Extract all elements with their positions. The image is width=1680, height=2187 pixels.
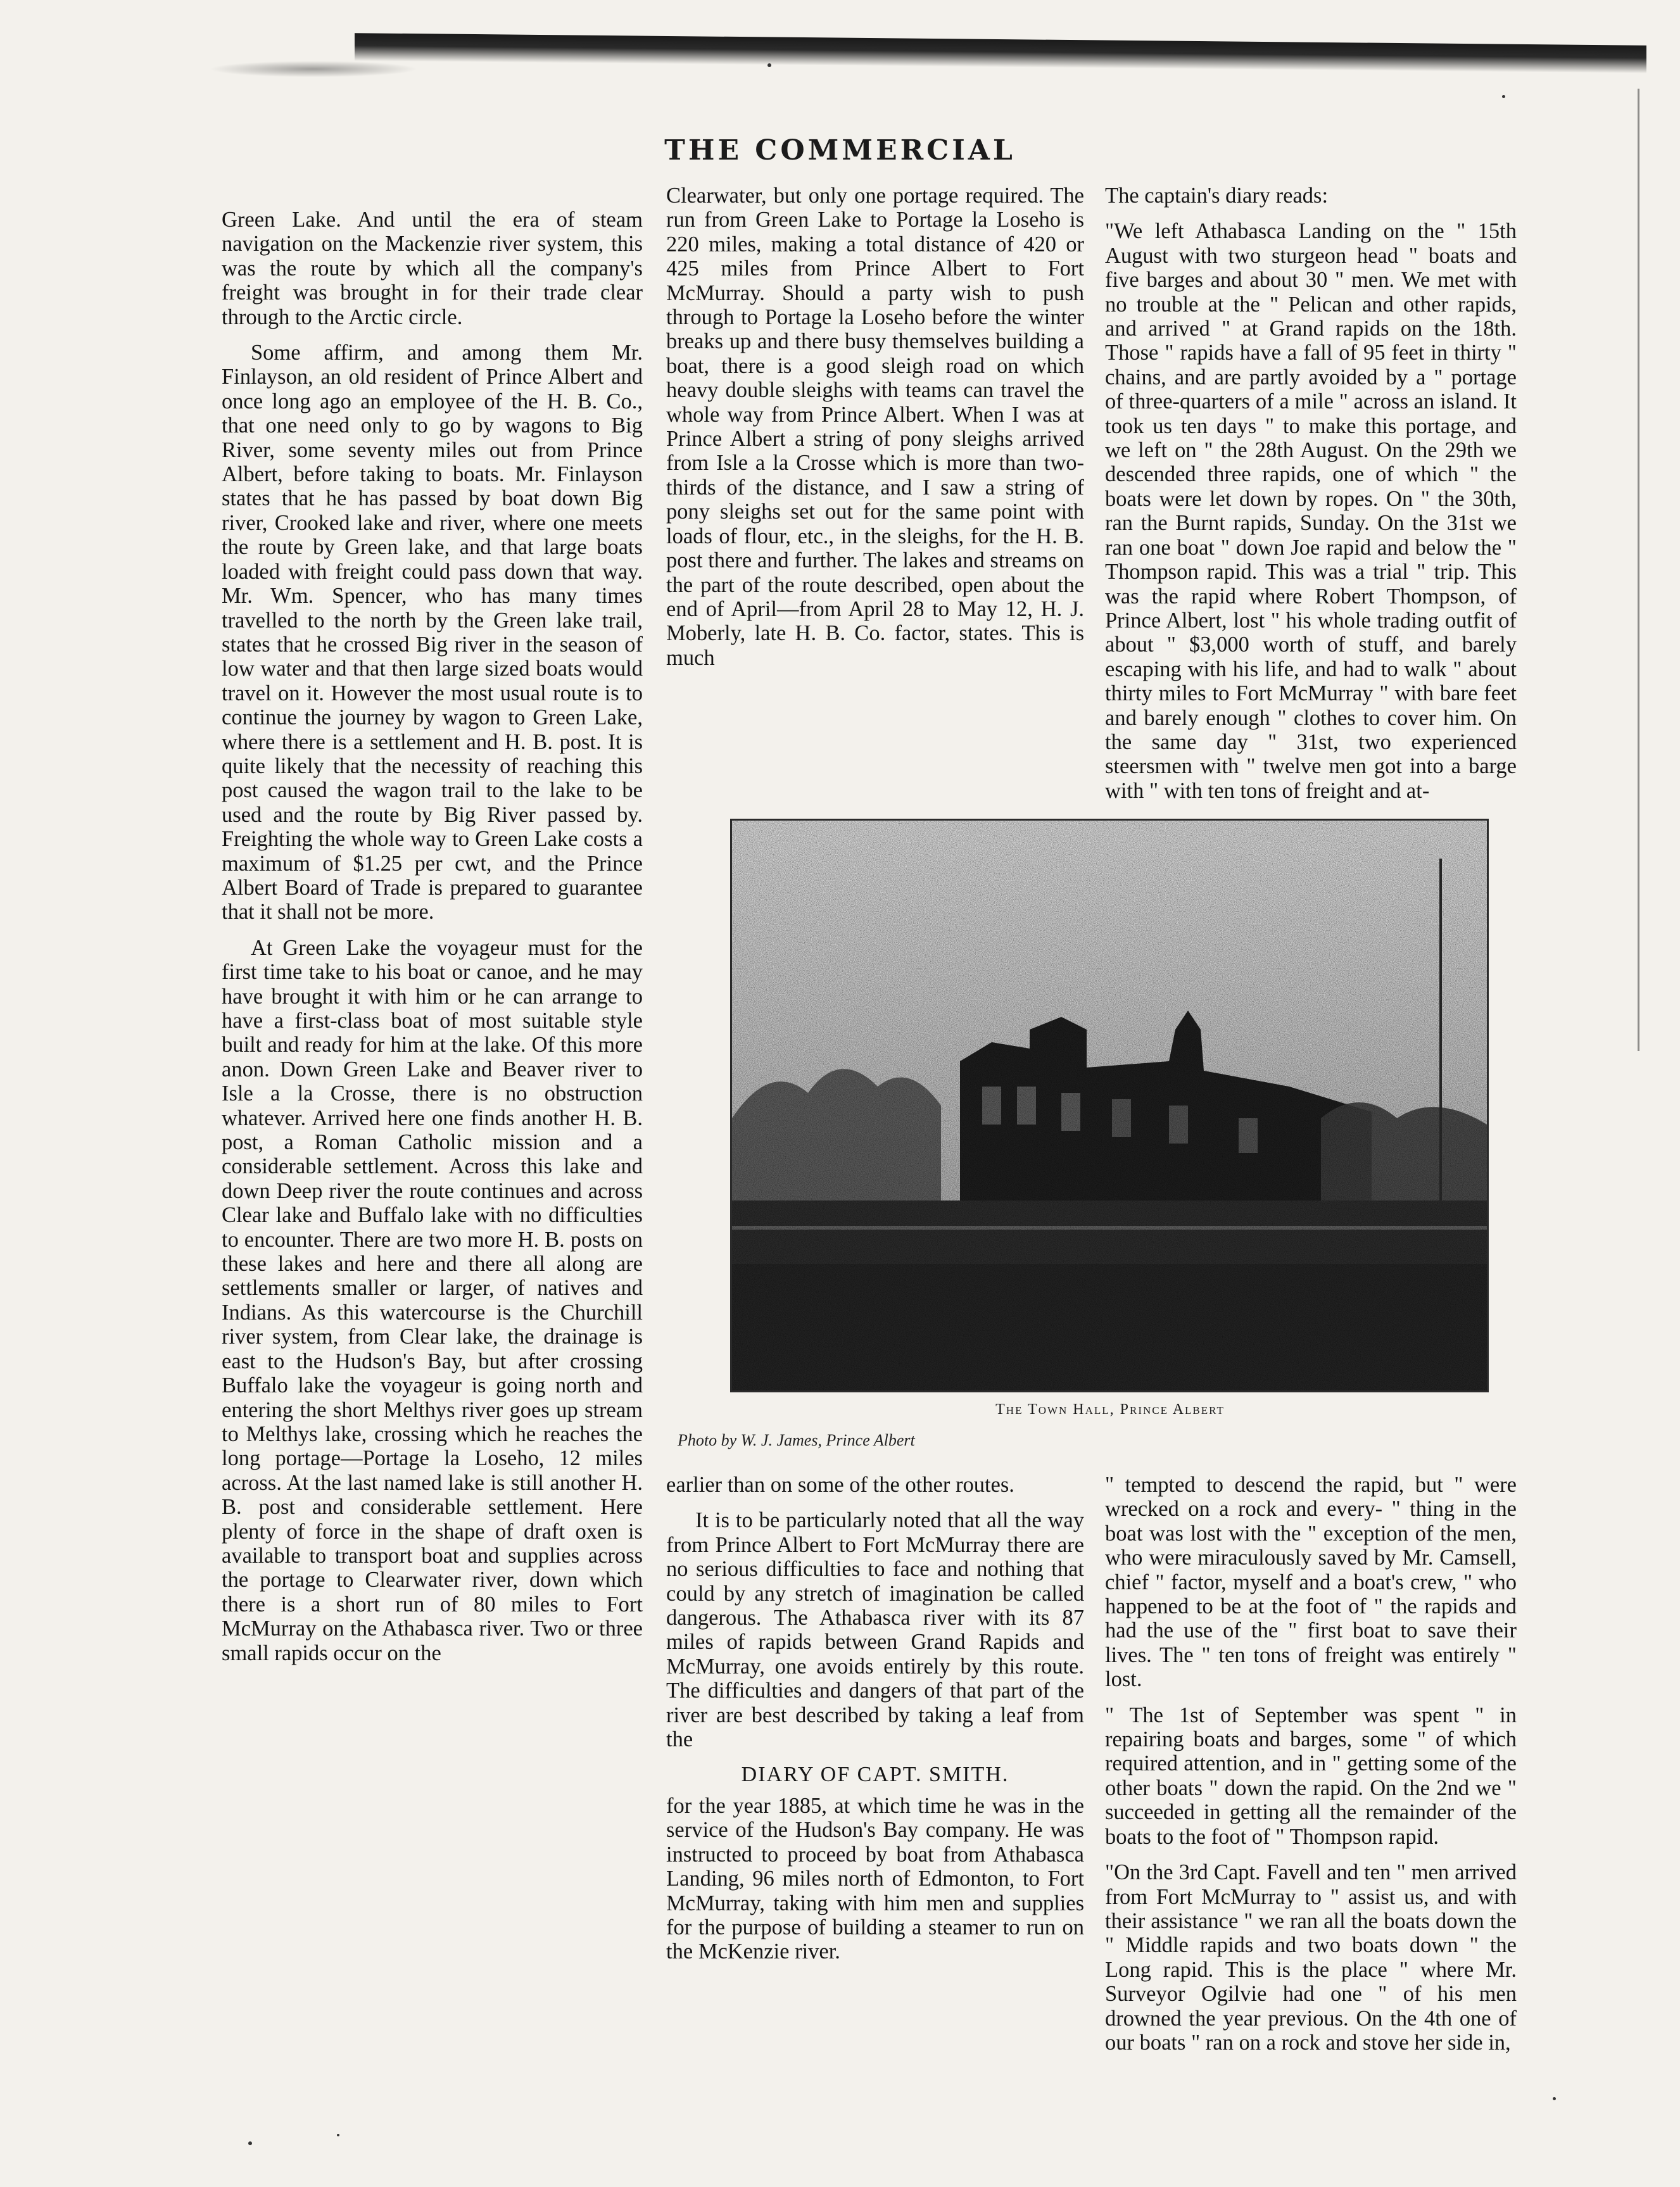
article-column-3-top	[1105, 184, 1517, 814]
article-column-2-top	[666, 184, 1084, 681]
paragraph: for the year 1885, at which time he was in the service of the Hudson's Bay company. He was instructed to proceed by boat from Athabasca Landing, 96 miles north of Edmonton, to Fort McMurray, taking with him men and supplies for the purpose of building a steamer to run on the McKenzie river.	[666, 1793, 1084, 1964]
diary-quote: "On the 3rd Capt. Favell and ten " men arrived from Fort McMurray to " assist us, and with their assistance " we ran all the boats down the " Middle rapids and two boats down " the Long rapid. This is the place " where Mr. Surveyor Ogilvie had one " of his men drowned the year previous. On the 4th one of our boats " ran on a rock and stove her side in,	[1105, 1860, 1517, 2055]
photo-credit: Photo by W. J. James, Prince Albert	[678, 1431, 915, 1449]
paragraph: Some affirm, and among them Mr. Finlayson, an old resident of Prince Albert and once long ago an employee of the H. B. Co., that one need only to go by wagons to Big River, some seventy miles out from Prince Albert, before taking to boats. Mr. Finlayson states that he has passed by boat down Big river, Crooked lake and river, where one meets the route by Green lake, and that large boats loaded with freight could pass down that way. Mr. Wm. Spencer, who has many times travelled to the north by the Green lake trail, states that he crossed Big river in the season of low water and that then large sized boats would travel on it. However the most usual route is to continue the journey by wagon to Green Lake, where there is a settlement and H. B. post. It is quite likely that the necessity of reaching this post caused the wagon trail to the lake to be used and the route by Big River passed by. Freighting the whole way to Green Lake costs a maximum of $1.25 per cwt, and the Prince Albert Board of Trade is prepared to guarantee that it shall not be more.	[222, 341, 643, 924]
scan-shadow-band	[355, 33, 1646, 73]
section-heading: DIARY OF CAPT. SMITH.	[741, 1763, 1009, 1787]
paragraph: At Green Lake the voyageur must for the first time take to his boat or canoe, and he may have brought it with him or he can arrange to have a first-class boat of most suitable style built and ready for him at the lake. Of this more anon. Down Green Lake and Beaver river to Isle a la Crosse, there is no obstruction whatever. Arrived here one finds another H. B. post, a Roman Catholic mission and a considerable settlement. Across this lake and down Deep river the route continues and across Clear lake and Buffalo lake with no difficulties to encounter. There are two more H. B. posts on these lakes and here and there all along are settlements smaller or larger, of natives and Indians. As this watercourse is the Churchill river system, from Clear lake, the drainage is east to the Hudson's Bay, but after crossing Buffalo lake the voyageur is going north and entering the short Melthys river goes up stream to Melthys lake, crossing which he reaches the long portage—Portage la Loseho, 12 miles across. At the last named lake is still another H. B. post and considerable settlement. Here plenty of force in the shape of draft oxen is available to transport boat and supplies across the portage to Clearwater river, down which there is a short run of 80 miles to Fort McMurray on the Athabasca river. Two or three small rapids occur on the	[222, 935, 643, 1665]
paragraph: Clearwater, but only one portage required. The run from Green Lake to Portage la Loseho is 220 miles, making a total distance of 420 or 425 miles from Prince Albert to Fort McMurray. Should a party wish to push through to Portage la Loseho before the winter breaks up and there busy themselves building a boat, there is a good sleigh road on which heavy double sleighs with teams can travel the whole way from Prince Albert. When I was at Prince Albert a string of pony sleighs arrived from Isle a la Crosse which is more than two-thirds of the distance, and I saw a string of pony sleighs set out for the same point with loads of flour, etc., in the sleighs, for the H. B. post there and further. The lakes and streams on the part of the route described, open about the end of April—from April 28 to May 12, H. J. Moberly, late H. B. Co. factor, states. This is much	[666, 184, 1084, 670]
town-hall-photo	[730, 819, 1489, 1392]
paragraph: earlier than on some of the other routes.	[666, 1473, 1014, 1497]
article-column-3-bottom	[1105, 1473, 1517, 2066]
paragraph: It is to be particularly noted that all the way from Prince Albert to Fort McMurray there are no serious difficulties to face and nothing that could by any stretch of imagination be called dangerous. The Athabasca river with its 87 miles of rapids between Grand Rapids and McMurray, one avoids entirely by this route. The difficulties and dangers of that part of the river are best described by taking a leaf from the	[666, 1508, 1084, 1752]
scan-speck	[1502, 95, 1505, 98]
scan-speck	[248, 2141, 252, 2145]
scan-margin-line	[1638, 89, 1639, 1051]
paragraph: The captain's diary reads:	[1105, 184, 1329, 208]
scan-speck	[1553, 2097, 1556, 2100]
page-title: THE COMMERCIAL	[664, 134, 1016, 167]
scan-speck	[337, 2134, 339, 2136]
scan-shadow-fade	[209, 61, 418, 77]
diary-quote: " tempted to descend the rapid, but " were wrecked on a rock and every- " thing in the boat was lost with the " exception of the men, who were miraculously saved by Mr. Camsell, chief " factor, myself and a boat's crew, " who happened to be at the foot of " the rapids and had the use of the " first boat to save their lives. The " ten tons of freight was entirely " lost.	[1105, 1473, 1517, 1692]
article-column-1	[222, 208, 643, 1677]
scan-speck	[767, 63, 771, 67]
photo-caption: The Town Hall, Prince Albert	[995, 1401, 1225, 1418]
paragraph: Green Lake. And until the era of steam navigation on the Mackenzie river system, this was the route by which all the company's freight was brought in for their trade clear through to the Arctic circle.	[222, 208, 643, 329]
diary-quote: "We left Athabasca Landing on the " 15th August with two sturgeon head " boats and five barges and about 30 " men. We met with no trouble at the " Pelican and other rapids, and arrived " at Grand rapids on the 18th. Those " rapids have a fall of 95 feet in thirty " chains, and are partly avoided by a " portage of three-quarters of a mile " across an island. It took us ten days " to make this portage, and we left on " the 28th August. On the 29th we descended three rapids, one of which " the boats were let down by ropes. On " the 30th, ran the Burnt rapids, Sunday. On the 31st we ran one boat " down Joe rapid and below the " Thompson rapid. This was a trial " trip. This was the rapid where Robert Thompson, of Prince Albert, lost " his whole trading outfit of about " $3,000 worth of stuff, and barely escaping with his life, and had to walk " about thirty miles to Fort McMurray " with bare feet and barely enough " clothes to cover him. On the same day " 31st, two experienced steersmen with " twelve men got into a barge with " with ten tons of freight and at-	[1105, 219, 1517, 803]
article-column-2-bottom	[666, 1473, 1084, 1976]
diary-quote: " The 1st of September was spent " in repairing boats and barges, some " of which required attention, and in " getting some of the other boats " down the rapid. On the 2nd we " succeeded in getting all the remainder of the boats to the foot of " Thompson rapid.	[1105, 1703, 1517, 1849]
